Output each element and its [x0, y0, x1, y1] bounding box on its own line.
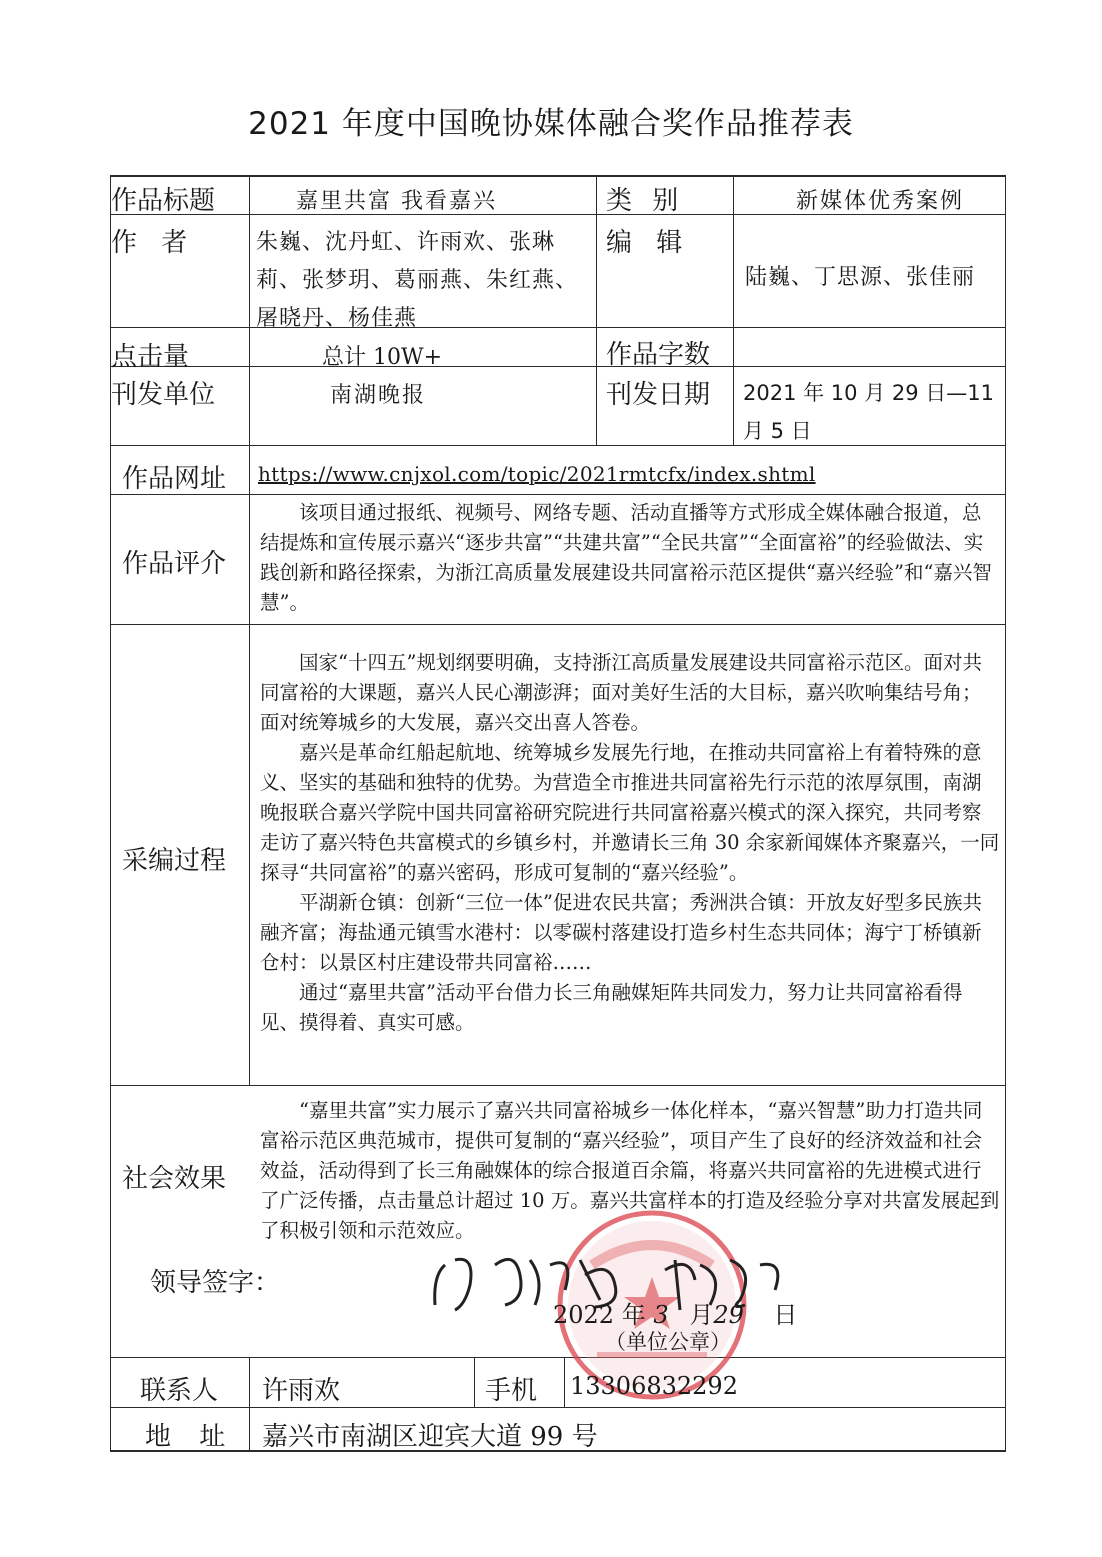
- seal-note: （单位公章）: [605, 1330, 731, 1354]
- contact-value: 许雨欢: [262, 1376, 341, 1406]
- clicks-value: 总计 10W+: [322, 345, 443, 370]
- process-paragraph: 平湖新仓镇：创新“三位一体”促进农民共富；秀洲洪合镇：开放友好型多民族共融齐富；海盐通元镇雪水港村：以零碳村落建设打造乡村生态共同体；海宁丁桥镇新仓村：以景区村庄建设带共同富裕……: [260, 891, 982, 974]
- sign-date: [553, 1295, 797, 1330]
- process-text-block: [260, 648, 1000, 1038]
- sign-year: 2022 年: [553, 1301, 646, 1329]
- label-contact: 联系人: [140, 1376, 219, 1406]
- process-paragraph: 嘉兴是革命红船起航地、统筹城乡发展先行地，在推动共同富裕上有着特殊的意义、坚实的基础和独特的优势。为营造全市推进共同富裕先行示范的浓厚氛围，南湖晚报联合嘉兴学院中国共同富裕研究院进行共同富裕嘉兴模式的深入探究，共同考察走访了嘉兴特色共富模式的乡镇乡村，并邀请长三角 30 余家新闻媒体齐聚嘉兴，一同探寻“共同富裕”的嘉兴密码，形成可复制的“嘉兴经验”。: [260, 741, 1000, 884]
- label-phone: 手机: [485, 1376, 538, 1406]
- category-value: 新媒体优秀案例: [796, 189, 965, 214]
- form-title: 2021 年度中国晚协媒体融合奖作品推荐表: [248, 106, 854, 142]
- label-work-title: 作品标题: [111, 186, 216, 216]
- label-author: 作 者: [111, 228, 196, 258]
- sign-day-unit: 日: [773, 1301, 798, 1329]
- label-clicks: 点击量: [111, 342, 190, 372]
- address-value: 嘉兴市南湖区迎宾大道 99 号: [262, 1422, 598, 1452]
- label-editor: 编 辑: [606, 228, 691, 258]
- sign-day: 29: [713, 1301, 744, 1329]
- label-url: 作品网址: [122, 464, 227, 494]
- sign-month-unit: 月: [689, 1301, 714, 1329]
- review-text-block: [260, 498, 1000, 618]
- label-publisher: 刊发单位: [111, 380, 216, 410]
- label-address: 地 址: [145, 1422, 236, 1452]
- review-paragraph: 该项目通过报纸、视频号、网络专题、活动直播等方式形成全媒体融合报道，总结提炼和宣传展示嘉兴“逐步共富”“共建共富”“全民共富”“全面富裕”的经验做法、实践创新和路径探索，为浙江高质量发展建设共同富裕示范区提供“嘉兴经验”和“嘉兴智慧”。: [260, 501, 992, 614]
- url-link[interactable]: https://www.cnjxol.com/topic/2021rmtcfx/index.shtml: [258, 462, 816, 486]
- label-process: 采编过程: [122, 846, 227, 876]
- author-line: 屠晓丹、杨佳燕: [256, 306, 418, 331]
- label-review: 作品评介: [122, 549, 227, 579]
- editor-value: 陆巍、丁思源、张佳丽: [745, 265, 976, 290]
- label-category: 类 别: [606, 186, 685, 216]
- label-leader-sign: 领导签字：: [150, 1268, 281, 1298]
- phone-value: 13306832292: [570, 1372, 738, 1400]
- label-effect: 社会效果: [122, 1164, 227, 1194]
- publish-date-line: 月 5 日: [743, 419, 812, 443]
- label-word-count: 作品字数: [606, 340, 711, 370]
- publish-date-value: [743, 374, 994, 450]
- author-line: 朱巍、沈丹虹、许雨欢、张琳: [256, 230, 556, 255]
- work-title-value: 嘉里共富 我看嘉兴: [296, 189, 497, 214]
- label-publish-date: 刊发日期: [606, 380, 711, 410]
- process-paragraph: 国家“十四五”规划纲要明确，支持浙江高质量发展建设共同富裕示范区。面对共同富裕的大课题，嘉兴人民心潮澎湃；面对美好生活的大目标，嘉兴吹响集结号角；面对统筹城乡的大发展，嘉兴交出喜人答卷。: [260, 651, 982, 734]
- effect-paragraph: “嘉里共富”实力展示了嘉兴共同富裕城乡一体化样本，“嘉兴智慧”助力打造共同富裕示范区典范城市，提供可复制的“嘉兴经验”，项目产生了良好的经济效益和社会效益，活动得到了长三角融媒体的综合报道百余篇，将嘉兴共同富裕的先进模式进行了广泛传播，点击量总计超过 10 万。嘉兴共富样本的打造及经验分享对共富发展起到了积极引领和示范效应。: [260, 1099, 1000, 1242]
- publisher-value: 南湖晚报: [330, 383, 427, 408]
- author-list: [256, 224, 578, 338]
- process-paragraph: 通过“嘉里共富”活动平台借力长三角融媒矩阵共同发力，努力让共同富裕看得见、摸得着、真实可感。: [260, 981, 963, 1034]
- publish-date-line: 2021 年 10 月 29 日—11: [743, 381, 994, 405]
- sign-month: 3: [653, 1301, 669, 1329]
- author-line: 莉、张梦玥、葛丽燕、朱红燕、: [256, 268, 579, 293]
